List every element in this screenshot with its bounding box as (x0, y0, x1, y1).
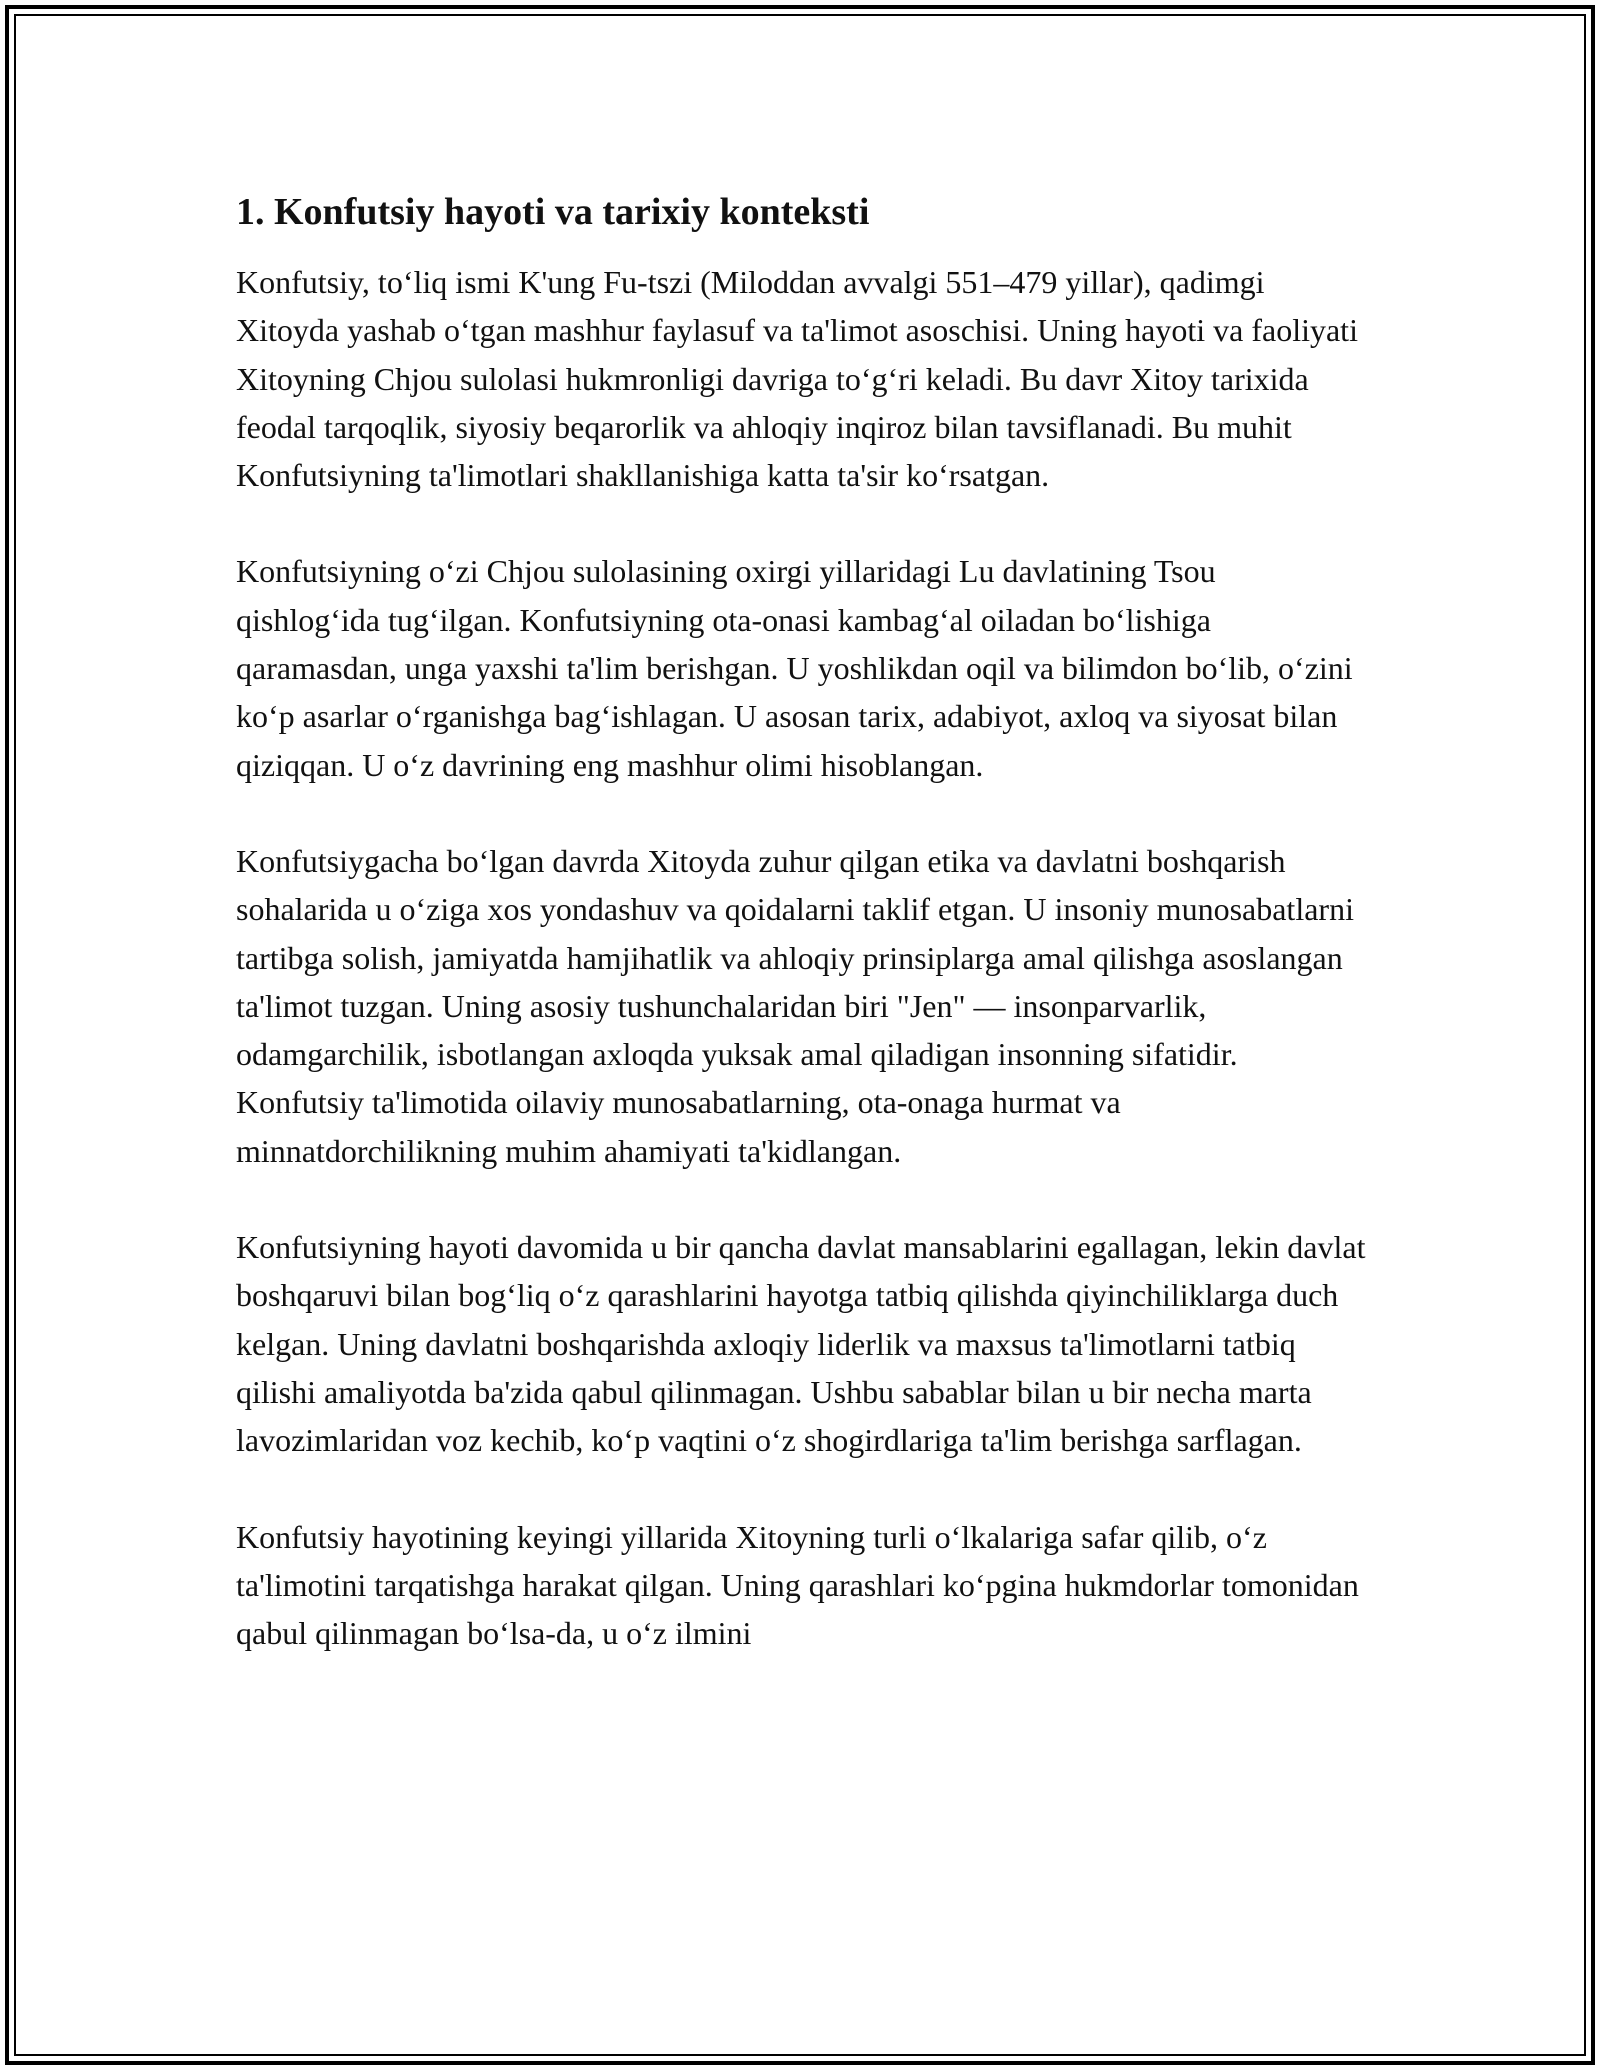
paragraph-4: Konfutsiyning hayoti davomida u bir qancha davlat mansablarini egallagan, lekin davlat boshqaruvi bilan bog‘liq o‘z qarashlarini hayotga tatbiq qilishda qiyinchiliklarga duch kelgan. Uning davlatni boshqarishda axloqiy liderlik va maxsus ta'limotlarni tatbiq qilishi amaliyotda ba'zida qabul qilinmagan. Ushbu sabablar bilan u bir necha marta lavozimlaridan voz kechib, ko‘p vaqtini o‘z shogirdlariga ta'lim berishga sarflagan. (236, 1229, 1366, 1459)
section-heading: 1. Konfutsiy hayoti va tarixiy konteksti (236, 191, 870, 233)
paragraph-5: Konfutsiy hayotining keyingi yillarida Xitoyning turli o‘lkalariga safar qilib, o‘z ta'limotini tarqatishga harakat qilgan. Uning qarashlari ko‘pgina hukmdorlar tomonidan qabul qilinmagan bo‘lsa-da, u o‘z ilmini (236, 1518, 1359, 1652)
paragraph-2: Konfutsiyning o‘zi Chjou sulolasining oxirgi yillaridagi Lu davlatining Tsou qishlog‘ida tug‘ilgan. Konfutsiyning ota-onasi kambag‘al oiladan bo‘lishiga qaramasdan, unga yaxshi ta'lim berishgan. U yoshlikdan oqil va bilimdon bo‘lib, o‘zini ko‘p asarlar o‘rganishga bag‘ishlagan. U asosan tarix, adabiyot, axloq va siyosat bilan qiziqqan. U o‘z davrining eng mashhur olimi hisoblangan. (236, 553, 1353, 783)
document-body (236, 188, 1366, 1705)
paragraph-1: Konfutsiy, to‘liq ismi K'ung Fu-tszi (Miloddan avvalgi 551–479 yillar), qadimgi Xitoyda yashab o‘tgan mashhur faylasuf va ta'limot asoschisi. Uning hayoti va faoliyati Xitoyning Chjou sulolasi hukmronligi davriga to‘g‘ri keladi. Bu davr Xitoy tarixida feodal tarqoqlik, siyosiy beqarorlik va ahloqiy inqiroz bilan tavsiflanadi. Bu muhit Konfutsiyning ta'limotlari shakllanishiga katta ta'sir ko‘rsatgan. (236, 264, 1358, 494)
paragraph-3: Konfutsiygacha bo‘lgan davrda Xitoyda zuhur qilgan etika va davlatni boshqarish sohalarida u o‘ziga xos yondashuv va qoidalarni taklif etgan. U insoniy munosabatlarni tartibga solish, jamiyatda hamjihatlik va ahloqiy prinsiplarga amal qilishga asoslangan ta'limot tuzgan. Uning asosiy tushunchalaridan biri "Jen" — insonparvarlik, odamgarchilik, isbotlangan axloqda yuksak amal qiladigan insonning sifatidir. Konfutsiy ta'limotida oilaviy munosabatlarning, ota-onaga hurmat va minnatdorchilikning muhim ahamiyati ta'kidlangan. (236, 842, 1354, 1169)
